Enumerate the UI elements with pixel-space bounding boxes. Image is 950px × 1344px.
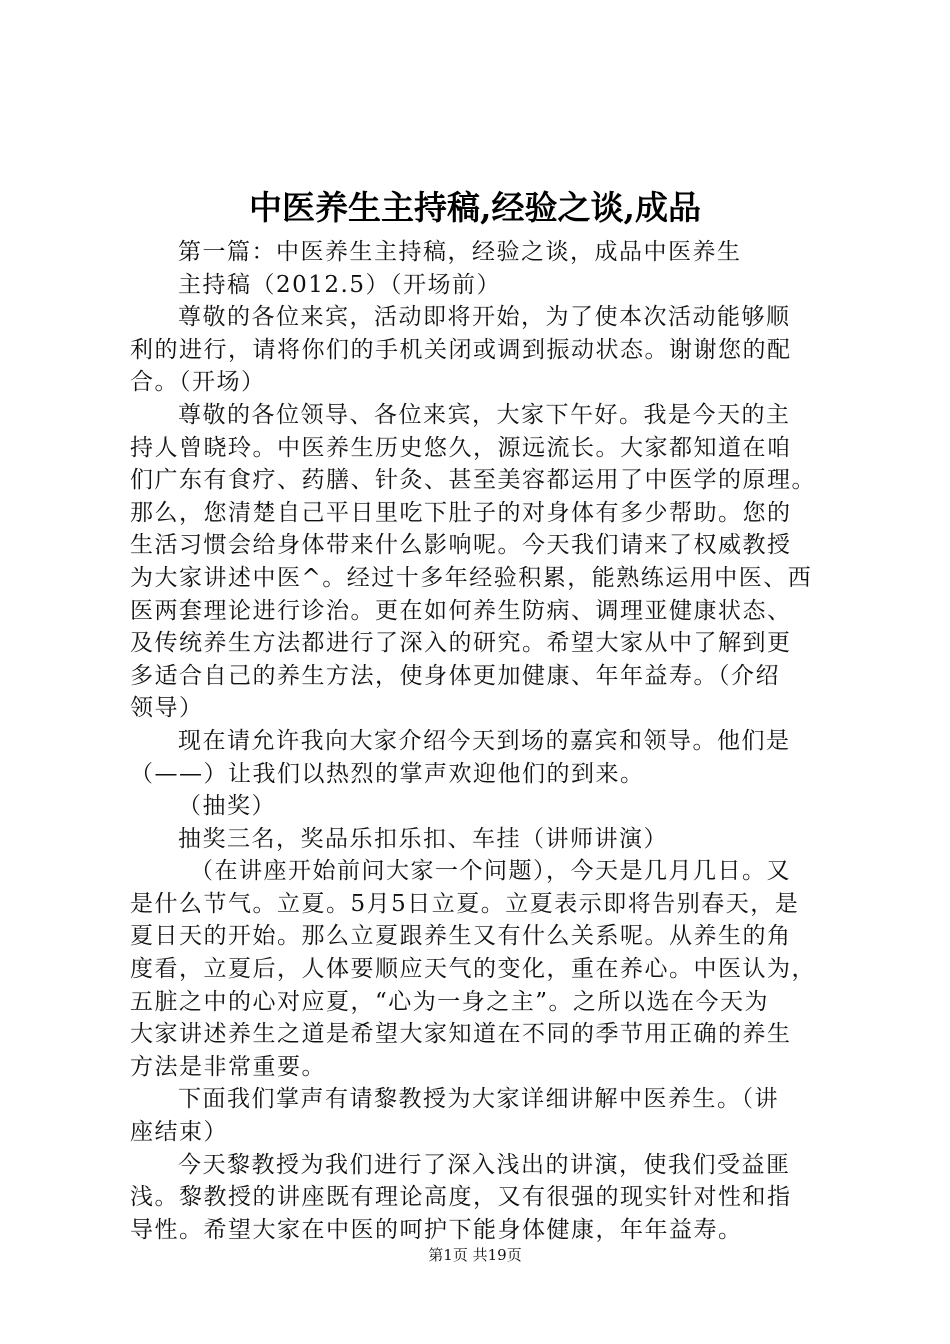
paragraph-line: 今天黎教授为我们进行了深入浅出的讲演，使我们受益匪 [178,1151,791,1178]
paragraph-line: （在讲座开始前问大家一个问题），今天是几月几日。又 [190,858,791,885]
paragraph-line: 大家讲述养生之道是希望大家知道在不同的季节用正确的养生 [130,1021,792,1048]
paragraph-line: （——）让我们以热烈的掌声欢迎他们的到来。 [130,760,645,787]
paragraph-line: 尊敬的各位领导、各位来宾，大家下午好。我是今天的主 [178,401,791,428]
paragraph-line: 利的进行，请将你们的手机关闭或调到振动状态。谢谢您的配 [130,336,792,363]
paragraph-line: 尊敬的各位来宾，活动即将开始，为了使本次活动能够顺 [178,304,791,331]
paragraph-line: 们广东有食疗、药膳、针灸、甚至美容都运用了中医学的原理。 [130,467,816,494]
paragraph-line: 五脏之中的心对应夏，“心为一身之主”。之所以选在今天为 [130,988,770,1015]
paragraph-line: 下面我们掌声有请黎教授为大家详细讲解中医养生。（讲 [178,1086,779,1113]
document-body [130,236,830,1246]
text-line: 第一篇：中医养生主持稿，经验之谈，成品中医养生 [178,239,742,265]
paragraph-line: 抽奖三名，奖品乐扣乐扣、车挂（讲师讲演） [178,825,668,852]
paragraph-line: 为大家讲述中医^。经过十多年经验积累，能熟练运用中医、西 [130,564,813,591]
paragraph-line: 夏日天的开始。那么立夏跟养生又有什么关系呢。从养生的角 [130,923,792,950]
paragraph-line: 合。（开场） [130,369,266,396]
paragraph-line: 方法是非常重要。 [130,1053,326,1080]
paragraph-line: 浅。黎教授的讲座既有理论高度，又有很强的现实针对性和指 [130,1184,792,1211]
paragraph-line: 生活习惯会给身体带来什么影响呢。今天我们请来了权威教授 [130,532,792,559]
paragraph-line: 座结束） [130,1119,228,1146]
document-title: 中医养生主持稿,经验之谈,成品 [249,188,701,227]
paragraph-line: 是什么节气。立夏。5月5日立夏。立夏表示即将告别春天，是 [130,890,800,917]
paragraph-line: 度看，立夏后，人体要顺应天气的变化，重在养心。中医认为， [130,956,816,983]
paragraph-line: 现在请允许我向大家介绍今天到场的嘉宾和领导。他们是 [178,727,791,754]
paragraph-line: 及传统养生方法都进行了深入的研究。希望大家从中了解到更 [130,630,792,657]
paragraph-line: 那么，您清楚自己平日里吃下肚子的对身体有多少帮助。您的 [130,499,792,526]
paragraph-line: 持人曾晓玲。中医养生历史悠久，源远流长。大家都知道在咱 [130,434,792,461]
paragraph-line: 多适合自己的养生方法，使身体更加健康、年年益寿。（介绍 [130,662,780,689]
paragraph-line: 导性。希望大家在中医的呵护下能身体健康，年年益寿。 [130,1216,743,1243]
page-number: 第1页 共19页 [428,1246,522,1264]
paragraph-line: 领导） [130,695,204,722]
paragraph-line: 医两套理论进行诊治。更在如何养生防病、调理亚健康状态、 [130,597,792,624]
paragraph-line: （抽奖） [178,793,276,820]
text-line: 主持稿（2012.5）（开场前） [178,271,501,298]
